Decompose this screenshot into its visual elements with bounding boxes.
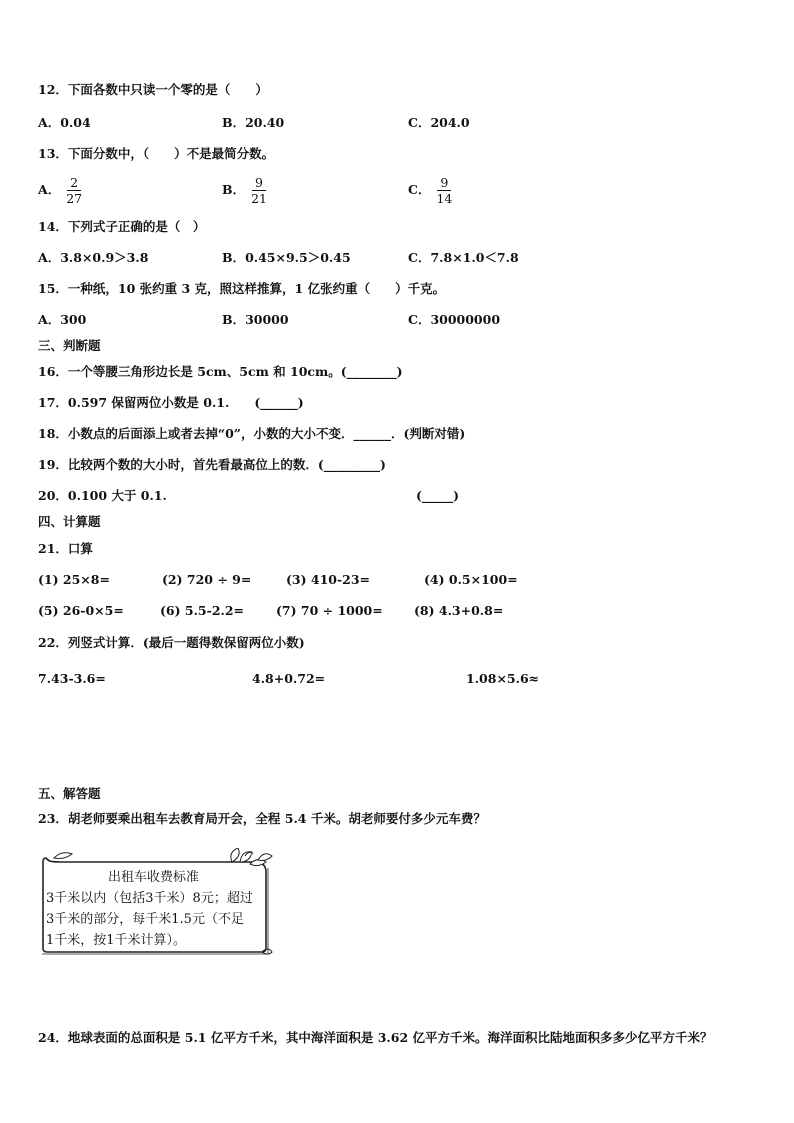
question-24: 24．地球表面的总面积是 5.1 亿平方千米，其中海洋面积是 3.62 亿平方千米。海洋面积比陆地面积多多少亿平方千米？	[38, 1030, 713, 1045]
vertical-calc-item: 4.8+0.72=	[252, 671, 326, 686]
fare-board-line: 3千米的部分，每千米1.5元（不足	[46, 912, 244, 927]
question-13-option-c: C． $\frac{9}{14}$	[408, 174, 453, 206]
oral-item: (6) 5.5-2.2=	[160, 603, 245, 618]
question-19: 19．比较两个数的大小时，首先看最高位上的数．(_________)	[38, 457, 386, 472]
question-20-blank: (_____)	[416, 488, 460, 503]
question-15-stem: 15．一种纸，10 张约重 3 克，照这样推算，1 亿张约重（ ）千克。	[38, 281, 446, 296]
vertical-calc-item: 1.08×5.6≈	[466, 671, 540, 686]
vertical-calc-item: 7.43-3.6=	[38, 671, 106, 686]
question-23: 23．胡老师要乘出租车去教育局开会，全程 5.4 千米。胡老师要付多少元车费？	[38, 811, 486, 826]
question-13-stem: 13．下面分数中，（ ）不是最简分数。	[38, 146, 275, 161]
question-12-option-c: C．204.0	[408, 115, 470, 130]
question-13-option-b: B． $\frac{9}{21}$	[222, 174, 267, 206]
oral-item: (7) 70 ÷ 1000=	[276, 603, 383, 618]
fraction-9-21: $\frac{9}{21}$	[251, 174, 267, 206]
question-15-option-a: A．300	[38, 312, 87, 327]
oral-item: (4) 0.5×100=	[424, 572, 518, 587]
question-14-option-a: A．3.8×0.9＞3.8	[38, 250, 149, 265]
oral-item: (8) 4.3+0.8=	[414, 603, 504, 618]
fare-board-line: 1千米，按1千米计算）。	[46, 933, 187, 948]
question-22-stem: 22．列竖式计算．(最后一题得数保留两位小数)	[38, 635, 305, 650]
question-12-stem: 12．下面各数中只读一个零的是（ ）	[38, 82, 268, 97]
question-16: 16．一个等腰三角形边长是 5cm、5cm 和 10cm。(________)	[38, 364, 403, 379]
fraction-2-27: $\frac{2}{27}$	[66, 174, 83, 206]
question-14-stem: 14．下列式子正确的是（ ）	[38, 219, 206, 234]
oral-item: (1) 25×8=	[38, 572, 110, 587]
fare-board-title: 出租车收费标准	[108, 870, 200, 885]
section-4-heading: 四、计算题	[38, 514, 101, 529]
leaf-icon	[231, 848, 272, 866]
question-15-option-b: B．30000	[222, 312, 289, 327]
oral-item: (2) 720 ÷ 9=	[162, 572, 252, 587]
oral-item: (5) 26-0×5=	[38, 603, 124, 618]
oral-item: (3) 410-23=	[286, 572, 371, 587]
question-12-option-a: A．0.04	[38, 115, 91, 130]
section-3-heading: 三、判断题	[38, 338, 101, 353]
section-5-heading: 五、解答题	[38, 786, 101, 801]
question-14-option-c: C．7.8×1.0＜7.8	[408, 250, 519, 265]
question-20: 20．0.100 大于 0.1.	[38, 488, 167, 503]
question-15-option-c: C．30000000	[408, 312, 501, 327]
question-13-option-a: A． $\frac{2}{27}$	[38, 174, 83, 206]
fraction-9-14: $\frac{9}{14}$	[436, 174, 453, 206]
fare-board-line: 3千米以内（包括3千米）8元；超过	[46, 891, 253, 906]
question-17: 17．0.597 保留两位小数是 0.1. (______)	[38, 395, 304, 410]
question-18: 18．小数点的后面添上或者去掉“0”，小数的大小不变．______．(判断对错)	[38, 426, 466, 441]
question-14-option-b: B．0.45×9.5＞0.45	[222, 250, 351, 265]
taxi-fare-board	[40, 848, 272, 954]
question-12-option-b: B．20.40	[222, 115, 285, 130]
question-21-stem: 21．口算	[38, 541, 93, 556]
